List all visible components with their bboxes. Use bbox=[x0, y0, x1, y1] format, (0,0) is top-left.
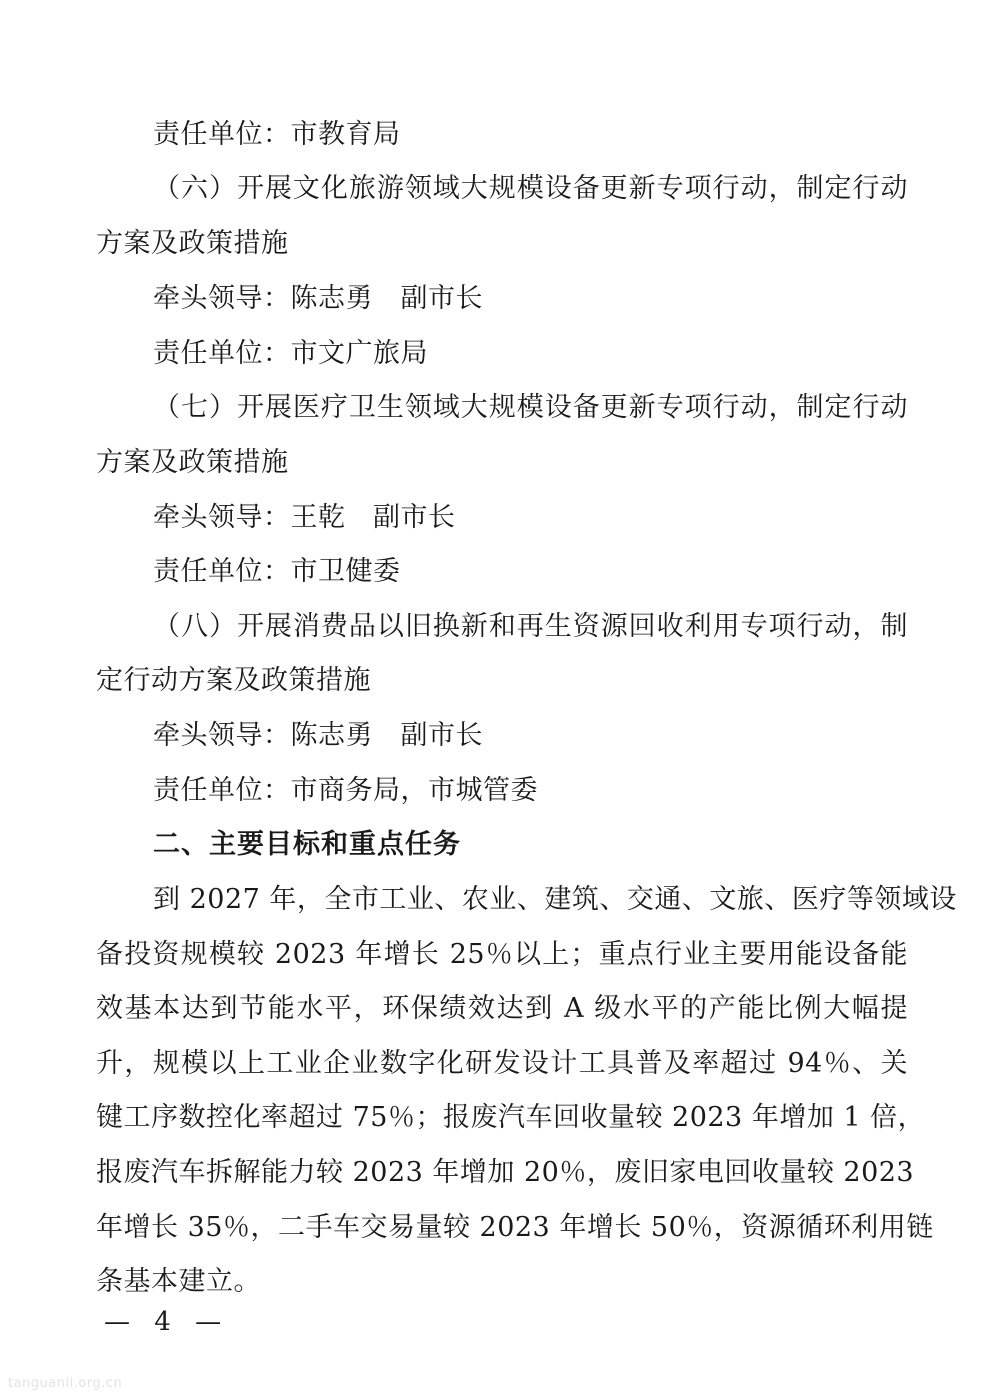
item-6-title-cont: 方案及政策措施 bbox=[96, 228, 289, 259]
item-6-title: （六）开展文化旅游领域大规模设备更新专项行动，制定行动 bbox=[153, 173, 908, 204]
body-paragraph-line: 年增长 35％，二手车交易量较 2023 年增长 50％，资源循环利用链 bbox=[96, 1212, 934, 1243]
responsible-unit-line: 责任单位：市文广旅局 bbox=[153, 338, 428, 369]
body-paragraph-line: 到 2027 年，全市工业、农业、建筑、交通、文旅、医疗等领域设 bbox=[153, 884, 957, 915]
lead-leader-line: 牵头领导：陈志勇 副市长 bbox=[153, 283, 483, 314]
page-number: — 4 — bbox=[104, 1307, 230, 1337]
item-7-title-cont: 方案及政策措施 bbox=[96, 447, 289, 478]
body-paragraph-line: 升，规模以上工业企业数字化研发设计工具普及率超过 94％、关 bbox=[96, 1048, 908, 1079]
body-paragraph-line: 键工序数控化率超过 75％；报废汽车回收量较 2023 年增加 1 倍， bbox=[96, 1102, 926, 1133]
body-paragraph-line: 备投资规模较 2023 年增长 25％以上；重点行业主要用能设备能 bbox=[96, 939, 908, 970]
item-8-title: （八）开展消费品以旧换新和再生资源回收利用专项行动，制 bbox=[153, 611, 908, 642]
lead-leader-line: 牵头领导：王乾 副市长 bbox=[153, 502, 456, 533]
responsible-unit-line: 责任单位：市商务局，市城管委 bbox=[153, 775, 538, 806]
lead-leader-line: 牵头领导：陈志勇 副市长 bbox=[153, 720, 483, 751]
item-7-title: （七）开展医疗卫生领域大规模设备更新专项行动，制定行动 bbox=[153, 392, 908, 423]
body-paragraph-line: 条基本建立。 bbox=[96, 1266, 261, 1297]
responsible-unit-line: 责任单位：市教育局 bbox=[153, 119, 401, 150]
responsible-unit-line: 责任单位：市卫健委 bbox=[153, 556, 401, 587]
item-8-title-cont: 定行动方案及政策措施 bbox=[96, 665, 371, 696]
body-paragraph-line: 效基本达到节能水平，环保绩效达到 A 级水平的产能比例大幅提 bbox=[96, 993, 908, 1024]
section-heading: 二、主要目标和重点任务 bbox=[153, 829, 461, 860]
watermark: tanguanli.org.cn bbox=[8, 1376, 123, 1391]
body-paragraph-line: 报废汽车拆解能力较 2023 年增加 20％，废旧家电回收量较 2023 bbox=[96, 1157, 915, 1188]
